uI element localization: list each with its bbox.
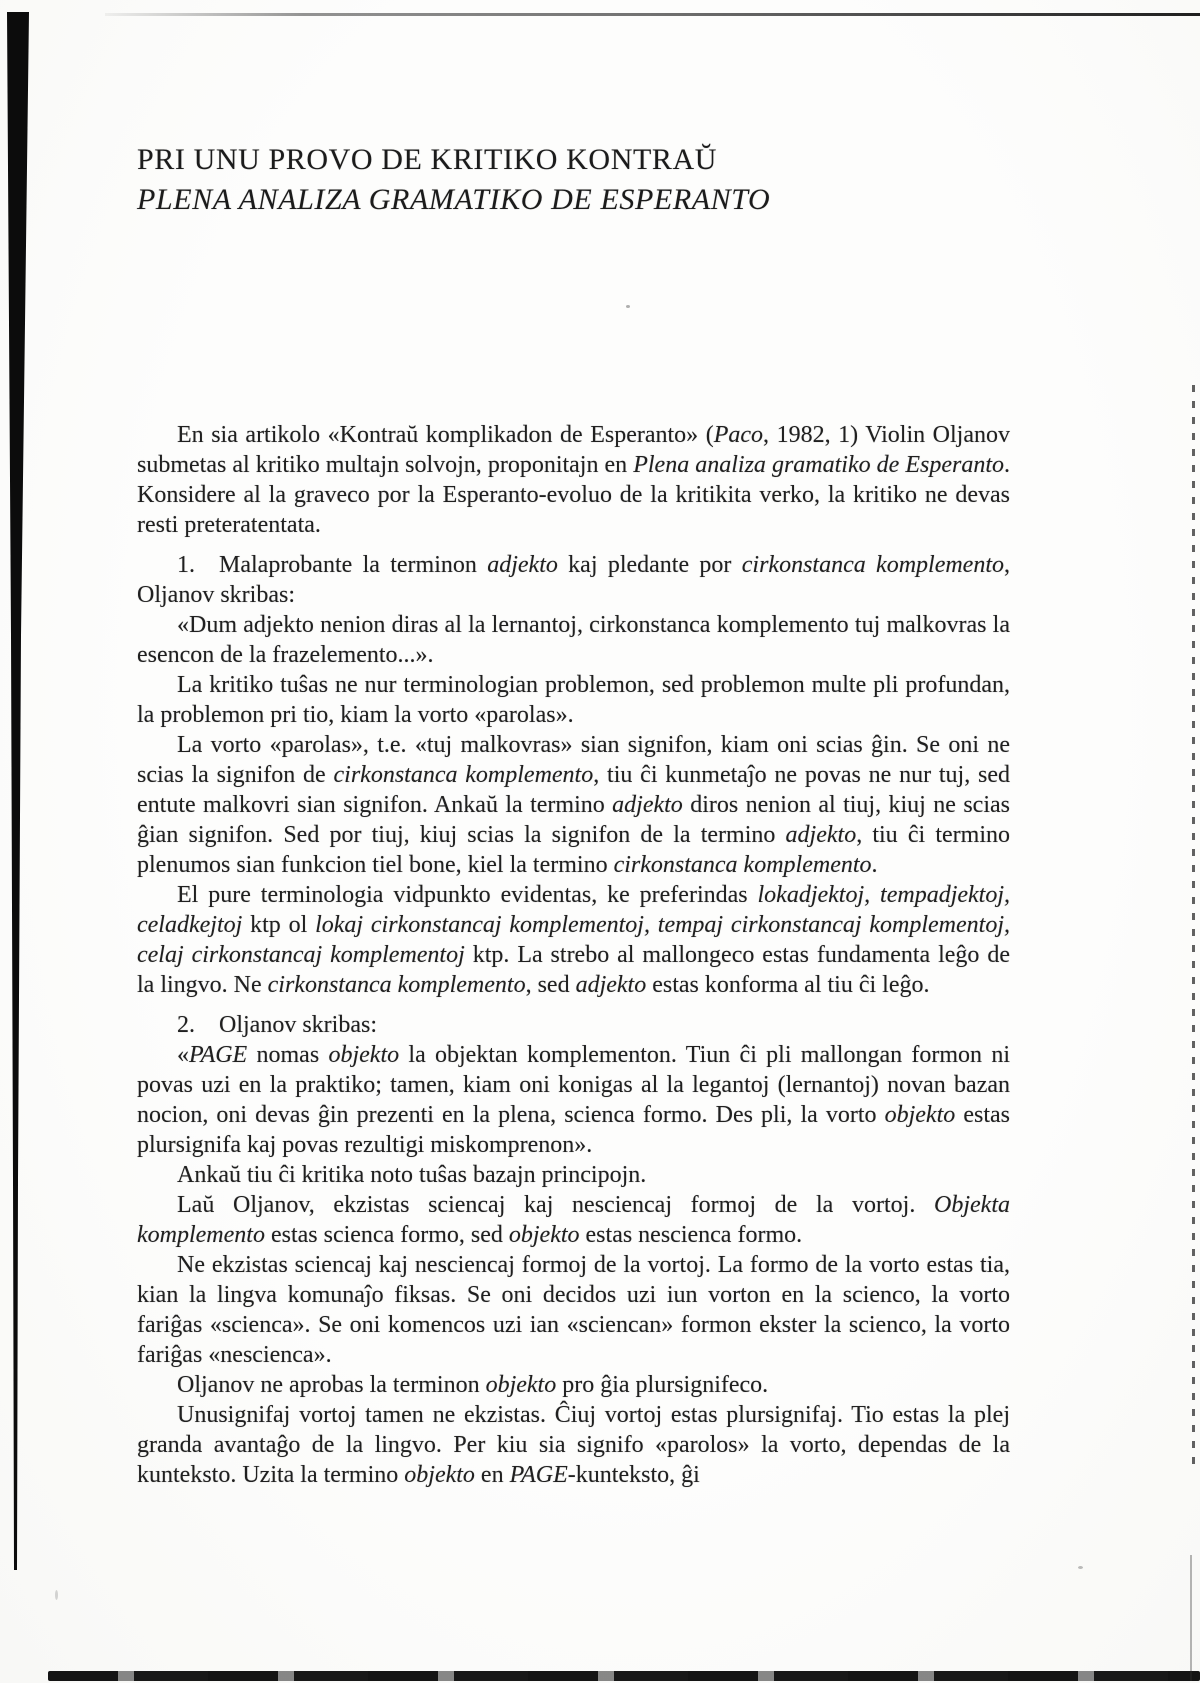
text-run: ktp. La strebo al mallongeco estas fundamenta leĝo de la lingvo. Ne xyxy=(137,942,1011,998)
text-run: estas scienca formo, sed xyxy=(264,1222,509,1248)
body-paragraph xyxy=(137,1370,1010,1400)
quote-paragraph xyxy=(137,1040,1010,1160)
italic-text-run: adjekto xyxy=(487,552,558,578)
italic-text-run: lokadjektoj, tempadjektoj, celadkejtoj xyxy=(137,882,1011,938)
italic-text-run: cirkonstanca komplemento xyxy=(333,762,594,788)
body-paragraph xyxy=(137,730,1010,880)
title-line-1: PRI UNU PROVO DE KRITIKO KONTRAŬ xyxy=(137,143,718,176)
scan-edge-left-bar xyxy=(0,12,32,1570)
text-run: «Dum adjekto nenion diras al la lernantoj, cirkonstanca komplemento tuj malkovras la esencon de la frazelemento...». xyxy=(137,612,1010,668)
scan-edge-top-line xyxy=(105,13,1200,16)
section-2-heading-paragraph xyxy=(137,1010,1010,1040)
text-run: En sia artikolo «Kontraŭ komplikadon de Esperanto» ( xyxy=(177,422,714,448)
section-1-heading-paragraph xyxy=(137,550,1010,610)
scan-binding-dotted-line xyxy=(1192,385,1195,1465)
scan-edge-right-line xyxy=(1190,1555,1192,1681)
text-run: estas nescienca formo. xyxy=(579,1222,803,1248)
text-run: . Konsidere al la graveco por la Esperanto-evoluo de la kritikita verko, la kritiko ne devas resti preteratentata. xyxy=(137,452,1011,538)
scan-speck xyxy=(55,1590,58,1600)
text-run: en xyxy=(474,1462,510,1488)
body-paragraph xyxy=(137,670,1010,730)
scan-edge-bottom-band xyxy=(48,1671,1200,1681)
scan-speck xyxy=(1078,1566,1083,1569)
text-run: La vorto «parolas», t.e. «tuj malkovras» sian signifon, kiam oni scias ĝin. Se oni ne scias la signifon de xyxy=(137,732,1010,788)
page-content xyxy=(137,140,1010,1490)
italic-text-run: objekto xyxy=(884,1102,956,1128)
text-run: , sed xyxy=(525,972,576,998)
text-run: . xyxy=(871,852,878,878)
body-paragraph xyxy=(137,1250,1010,1370)
text-run: , Oljanov skribas: xyxy=(137,552,1010,608)
text-run: diros nenion al tiuj, kiuj ne scias ĝian signifon. Sed por tiuj, kiuj scias la signifon de la termino xyxy=(137,792,1010,848)
article-body xyxy=(137,420,1010,1490)
text-run: 1. Malaprobante la terminon xyxy=(177,552,488,578)
italic-text-run: adjekto xyxy=(612,792,683,818)
italic-text-run: objekto xyxy=(485,1372,557,1398)
body-paragraph xyxy=(137,1190,1010,1250)
text-run: nomas xyxy=(247,1042,329,1068)
text-run: estas plursignifa kaj povas rezultigi miskomprenon». xyxy=(137,1102,1010,1158)
text-run: La kritiko tuŝas ne nur terminologian problemon, sed problemon multe pli profundan, la problemon pri tio, kiam la vorto «parolas». xyxy=(137,672,1010,728)
italic-text-run: cirkonstanca komplemento xyxy=(741,552,1004,578)
italic-text-run: Plena analiza gramatiko de Esperanto xyxy=(633,452,1005,478)
text-run: 2. Oljanov skribas: xyxy=(177,1012,377,1038)
intro-paragraph xyxy=(137,420,1010,540)
text-run: estas konforma al tiu ĉi leĝo. xyxy=(646,972,930,998)
text-run: , tiu ĉi kunmetaĵo ne povas ne nur tuj, sed entute malkovri sian signifon. Ankaŭ la termino xyxy=(137,762,1010,818)
text-run: pro ĝia plursignifeco. xyxy=(556,1372,769,1398)
italic-text-run: lokaj cirkonstancaj komplementoj, tempaj cirkonstancaj komplementoj, celaj cirkonstancaj komplementoj xyxy=(137,912,1010,968)
text-run: Laŭ Oljanov, ekzistas sciencaj kaj nesciencaj formoj de la vortoj. xyxy=(177,1192,935,1218)
title-line-2: PLENA ANALIZA GRAMATIKO DE ESPERANTO xyxy=(137,183,771,216)
italic-text-run: PAGE xyxy=(189,1042,248,1068)
text-run: ktp ol xyxy=(242,912,316,938)
text-run: , tiu ĉi termino plenumos sian funkcion tiel bone, kiel la termino xyxy=(137,822,1010,878)
italic-text-run: adjekto xyxy=(575,972,647,998)
body-paragraph xyxy=(137,880,1010,1000)
italic-text-run: cirkonstanca komplemento xyxy=(613,852,872,878)
text-run: , 1982, 1) Violin Oljanov submetas al kritiko multajn solvojn, proponitajn en xyxy=(137,422,1010,478)
text-run: Oljanov ne aprobas la terminon xyxy=(177,1372,486,1398)
text-run: Ne ekzistas sciencaj kaj nesciencaj formoj de la vortoj. La formo de la vorto estas tia, kian la lingva komunaĵo fiksas. Se oni decidos uzi iun vorton en la scienco, la vorto fariĝas «scienca». Se oni komencos uzi ian «sciencan» formon ekster la scienco, la vorto fariĝas «nescienca». xyxy=(137,1252,1010,1368)
article-title xyxy=(137,140,1010,220)
text-run: -kunteksto, ĝi xyxy=(567,1462,700,1488)
italic-text-run: objekto xyxy=(404,1462,475,1488)
text-run: Unusignifaj vortoj tamen ne ekzistas. Ĉiuj vortoj estas plursignifaj. Tio estas la plej granda avantaĝo de la lingvo. Per kiu sia signifo «parolos» la vorto, dependas de la kunteksto. Uzita la termino xyxy=(137,1402,1010,1488)
body-paragraph xyxy=(137,1160,1010,1190)
italic-text-run: PAGE xyxy=(509,1462,568,1488)
text-run: El pure terminologia vidpunkto evidentas, ke preferindas xyxy=(177,882,758,908)
body-paragraph xyxy=(137,1400,1010,1490)
italic-text-run: objekto xyxy=(508,1222,580,1248)
quote-paragraph xyxy=(137,610,1010,670)
text-run: « xyxy=(177,1042,189,1068)
italic-text-run: Objekta komplemento xyxy=(137,1192,1010,1248)
text-run: kaj pledante por xyxy=(557,552,742,578)
text-run: la objektan komplementon. Tiun ĉi pli mallongan formon ni povas uzi en la praktiko; tamen, kiam oni konigas al la legantoj (lernantoj) novan bazan nocion, oni devas ĝin prezenti en la plena, scienca formo. Des pli, la vorto xyxy=(137,1042,1010,1128)
text-run: Ankaŭ tiu ĉi kritika noto tuŝas bazajn principojn. xyxy=(177,1162,647,1188)
italic-text-run: Paco xyxy=(713,422,764,448)
italic-text-run: adjekto xyxy=(785,822,857,848)
italic-text-run: objekto xyxy=(328,1042,400,1068)
italic-text-run: cirkonstanca komplemento xyxy=(267,972,526,998)
